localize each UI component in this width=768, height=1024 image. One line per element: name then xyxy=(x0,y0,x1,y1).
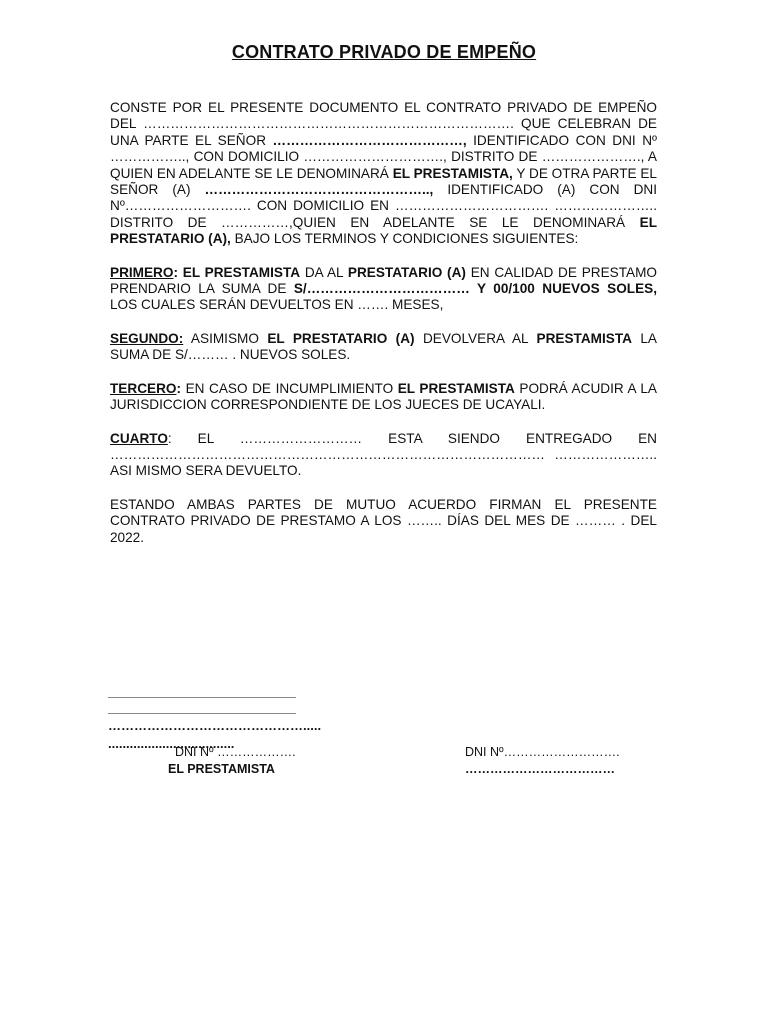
clause-primero-label: PRIMERO xyxy=(110,264,174,280)
clause-primero-text-3: LOS CUALES SERÁN DEVUELTOS EN ……. MESES, xyxy=(110,297,444,313)
clause-primero-text-2: EN CALIDAD DE PRESTAMO PRENDARIO LA SUMA DE xyxy=(110,264,657,297)
signature-block-left xyxy=(108,684,321,752)
clause-segundo-bold-2: PRESTAMISTA xyxy=(536,330,632,346)
contract-body xyxy=(110,100,657,546)
clause-primero-bold-2: PRESTATARIO (A) xyxy=(347,264,466,280)
clause-tercero-bold-1: EL PRESTAMISTA xyxy=(397,380,515,396)
intro-text-5: BAJO LOS TERMINOS Y CONDICIONES SIGUIENTES: xyxy=(230,231,579,247)
intro-bold-4: EL PRESTATARIO (A), xyxy=(110,214,657,247)
clause-cuarto-text-1: : EL ……………………… ESTA SIENDO ENTREGADO EN …………………………………………………………………………………… ………………….. ASI MISMO SERA DEVUELTO. xyxy=(110,430,657,479)
clause-tercero-label: TERCERO xyxy=(110,380,177,396)
clause-primero-bold-1: EL PRESTAMISTA xyxy=(177,264,301,280)
intro-paragraph xyxy=(110,100,657,248)
intro-text-3: Y DE OTRA PARTE EL SEÑOR (A) xyxy=(110,165,657,198)
clause-tercero xyxy=(110,381,657,414)
clause-primero-text-1: DA AL xyxy=(300,264,348,280)
clause-segundo-text-1: ASIMISMO xyxy=(183,330,268,346)
intro-bold-2: EL PRESTAMISTA, xyxy=(392,165,513,181)
intro-text-4: IDENTIFICADO (A) CON DNI Nº………………………. CON DOMICILIO EN ……………………………. ………………….. DISTRITO DE ……………,QUIEN EN ADELANTE SE LE DENOMINARÁ xyxy=(110,182,658,230)
signature-line-2: __________________________ xyxy=(108,700,296,715)
right-role-dots: ……………………………… xyxy=(465,762,615,776)
intro-bold-3: ………………………………………….., xyxy=(204,182,434,198)
intro-text-1: CONSTE POR EL PRESENTE DOCUMENTO EL CONTRATO PRIVADO DE EMPEÑO DEL ………………………………………………………………………. QUE CELEBRAN DE UNA PARTE EL SEÑOR xyxy=(110,100,657,148)
left-dni-label: DNI Nº ………………. xyxy=(175,745,296,759)
right-dni-label: DNI Nº………………………. xyxy=(465,745,620,759)
clause-segundo-text-2: DEVOLVERA AL xyxy=(414,330,537,346)
clause-tercero-text-2: PODRÁ ACUDIR A LA JURISDICCION CORRESPONDIENTE DE LOS JUECES DE UCAYALI. xyxy=(110,380,657,413)
clause-segundo-bold-1: EL PRESTATARIO (A) xyxy=(267,330,415,346)
clause-segundo-label: SEGUNDO: xyxy=(110,330,184,346)
document-title: CONTRATO PRIVADO DE EMPEÑO xyxy=(231,42,537,62)
clause-primero-colon: : xyxy=(173,264,178,280)
signature-line-1: __________________________ xyxy=(108,684,296,699)
clause-tercero-colon: : xyxy=(176,380,181,396)
clause-primero xyxy=(110,265,657,314)
signature-dots-1: ………………………………………..... xyxy=(108,718,322,733)
intro-bold-1: ……………………………………, xyxy=(272,132,467,148)
clause-segundo xyxy=(110,331,657,364)
clause-cuarto xyxy=(110,431,657,480)
signature-dots-2: ................................... xyxy=(108,736,235,751)
clause-tercero-text-1: EN CASO DE INCUMPLIMIENTO xyxy=(181,380,398,396)
left-role-label: EL PRESTAMISTA xyxy=(168,762,275,776)
clause-segundo-text-3: LA SUMA DE S/……… . NUEVOS SOLES. xyxy=(110,330,657,363)
intro-text-2: IDENTIFICADO CON DNI Nº …………….., CON DOMICILIO …………………………., DISTRITO DE …………………., A QUIEN EN ADELANTE SE LE DENOMINARÁ xyxy=(110,132,658,181)
clause-cuarto-label: CUARTO xyxy=(110,430,168,446)
clause-primero-bold-3: S/……………………………… Y 00/100 NUEVOS SOLES, xyxy=(293,281,657,297)
closing-paragraph: ESTANDO AMBAS PARTES DE MUTUO ACUERDO FIRMAN EL PRESENTE CONTRATO PRIVADO DE PRESTAMO A LOS …….. DÍAS DEL MES DE ……… . DEL 2022. xyxy=(110,496,657,545)
